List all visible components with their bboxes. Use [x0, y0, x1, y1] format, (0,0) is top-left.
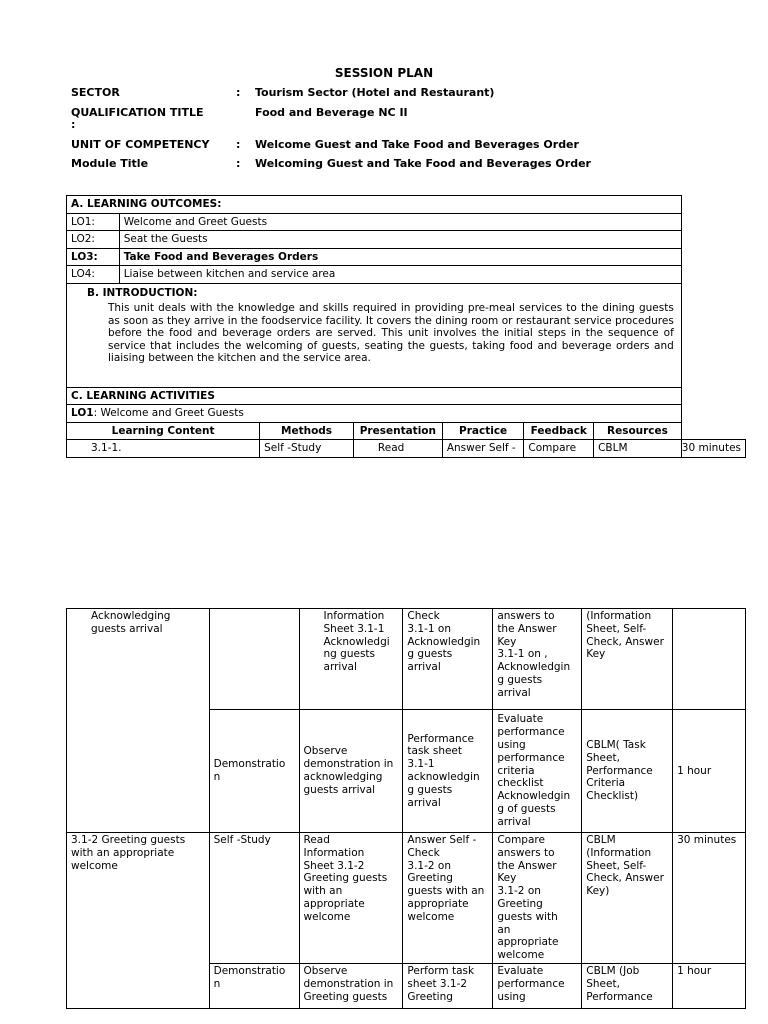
unit-of-competency-colon: :: [236, 138, 241, 151]
learning-outcomes-heading: A. LEARNING OUTCOMES:: [67, 196, 682, 214]
column-header: Feedback: [524, 422, 594, 440]
lo-code: LO1:: [67, 213, 120, 231]
learning-outcome-row: [67, 213, 746, 231]
table-row: [67, 440, 746, 458]
table-cell: Demonstratio n: [209, 964, 299, 1009]
table-cell: CBLM (Information Sheet, Self- Check, Answer Key): [582, 833, 673, 964]
table-cell: Demonstratio n: [209, 710, 299, 833]
sector-value: Tourism Sector (Hotel and Restaurant): [255, 86, 495, 99]
table-row: [67, 833, 746, 964]
table-cell: Answer Self -: [442, 440, 524, 458]
introduction-section: [67, 283, 682, 387]
module-title-colon: :: [236, 157, 241, 170]
table-cell: 3.1-1.: [67, 440, 260, 458]
lo-code: LO1: [71, 407, 94, 419]
lo-code: LO4:: [67, 266, 120, 284]
table-cell: [209, 609, 299, 710]
learning-outcome-row: [67, 248, 746, 266]
lo-text: : Welcome and Greet Guests: [93, 407, 244, 419]
table-cell: Read Information Sheet 3.1-2 Greeting guests with an appropriate welcome: [299, 833, 403, 964]
lo-text: Welcome and Greet Guests: [119, 213, 681, 231]
table-cell: Self -Study: [209, 833, 299, 964]
table-cell: Acknowledging guests arrival: [67, 609, 210, 833]
page-title: SESSION PLAN: [334, 66, 434, 80]
table-cell: Observe demonstration in acknowledging guests arrival: [299, 710, 403, 833]
table-cell: [673, 609, 746, 710]
table-cell: Compare: [524, 440, 594, 458]
table-cell: Perform task sheet 3.1-2 Greeting: [403, 964, 493, 1009]
session-plan-table: [66, 195, 746, 458]
table-cell: Observe demonstration in Greeting guests: [299, 964, 403, 1009]
learning-outcome-row: [67, 231, 746, 249]
table-cell: Answer Self - Check 3.1-2 on Greeting guests with an appropriate welcome: [403, 833, 493, 964]
column-header: Practice: [442, 422, 524, 440]
table-cell: Compare answers to the Answer Key 3.1-2 on Greeting guests with an appropriate welcome: [493, 833, 582, 964]
table-cell: Information Sheet 3.1-1 Acknowledgi ng guests arrival: [299, 609, 403, 710]
table-cell: (Information Sheet, Self- Check, Answer Key: [582, 609, 673, 710]
lo-text: Seat the Guests: [119, 231, 681, 249]
table-cell: CBLM: [594, 440, 682, 458]
column-header: Presentation: [353, 422, 442, 440]
introduction-text: This unit deals with the knowledge and skills required in providing pre-meal services to the dining guests as soon as they arrive in the foodservice facility. It covers the dining room or restaurant service procedures before the food and beverage orders are served. This unit involves the initial steps in the sequence of service that includes the welcoming of guests, seating the guests, taking food and beverage orders and liaising between the kitchen and the service area.: [108, 302, 674, 364]
sector-colon: :: [236, 86, 241, 99]
table-cell: Evaluate performance using performance criteria checklist Acknowledgin g of guests arrival: [493, 710, 582, 833]
qualification-colon: :: [71, 118, 76, 131]
table-cell: 30 minutes: [673, 833, 746, 964]
lo-text: Liaise between kitchen and service area: [119, 266, 681, 284]
table-cell: Performance task sheet 3.1-1 acknowledgin g guests arrival: [403, 710, 493, 833]
table-cell: Check 3.1-1 on Acknowledgin g guests arrival: [403, 609, 493, 710]
learning-activities-continued-table: [66, 608, 746, 1009]
table-cell: 3.1-2 Greeting guests with an appropriate welcome: [67, 833, 210, 1009]
table-cell: CBLM (Job Sheet, Performance: [582, 964, 673, 1009]
column-header: Learning Content: [67, 422, 260, 440]
qualification-value: Food and Beverage NC II: [255, 106, 408, 119]
column-header-row: [67, 422, 746, 440]
unit-of-competency-label: UNIT OF COMPETENCY: [71, 138, 210, 151]
introduction-heading: B. INTRODUCTION:: [87, 286, 198, 299]
table-cell: 1 hour: [673, 710, 746, 833]
unit-of-competency-value: Welcome Guest and Take Food and Beverages Order: [255, 138, 579, 151]
lo-code: LO2:: [67, 231, 120, 249]
table-cell: CBLM( Task Sheet, Performance Criteria Checklist): [582, 710, 673, 833]
table-cell: 1 hour: [673, 964, 746, 1009]
module-title-label: Module Title: [71, 157, 149, 170]
sector-label: SECTOR: [71, 86, 120, 99]
learning-activities-lo: [67, 405, 682, 423]
table-cell: Read: [353, 440, 442, 458]
table-cell: Self -Study: [260, 440, 354, 458]
module-title-value: Welcoming Guest and Take Food and Beverages Order: [255, 157, 591, 170]
table-cell: 30 minutes: [681, 440, 745, 458]
table-cell: answers to the Answer Key 3.1-1 on , Acknowledgin g guests arrival: [493, 609, 582, 710]
column-header: Methods: [260, 422, 354, 440]
qualification-label: QUALIFICATION TITLE: [71, 106, 204, 119]
column-header: Resources: [594, 422, 682, 440]
lo-text: Take Food and Beverages Orders: [119, 248, 681, 266]
learning-activities-heading: C. LEARNING ACTIVITIES: [67, 387, 682, 405]
table-cell: Evaluate performance using: [493, 964, 582, 1009]
learning-outcome-row: [67, 266, 746, 284]
lo-code: LO3:: [67, 248, 120, 266]
table-row: [67, 609, 746, 710]
